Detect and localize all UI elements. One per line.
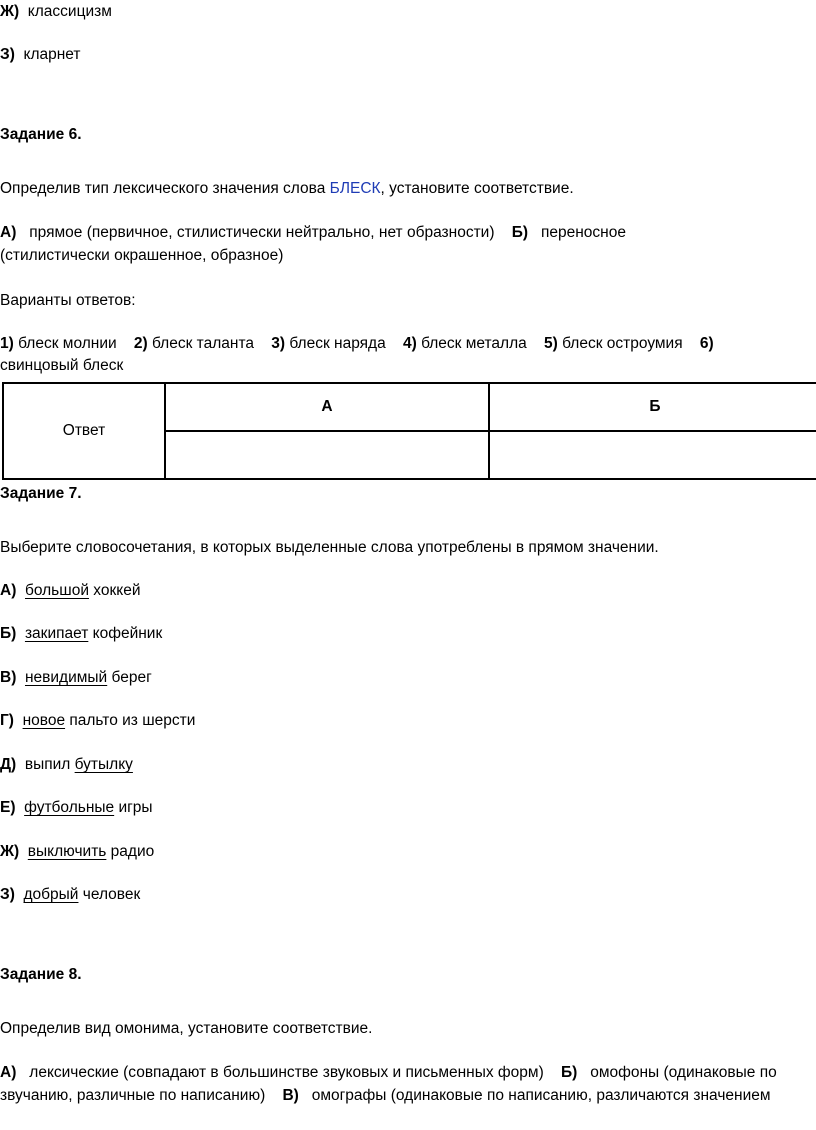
variants-line1	[0, 333, 714, 355]
option-text: переносное	[540, 224, 626, 241]
answer-col-header-a: А	[165, 383, 489, 431]
option-text: прямое (первичное, стилистически нейтрально, нет образности)	[29, 224, 495, 241]
task7-item	[0, 623, 162, 645]
item-letter: З)	[0, 886, 15, 903]
task7-item	[0, 580, 141, 602]
task7-instruction	[0, 537, 659, 559]
underlined-word: закипает	[24, 625, 89, 642]
item-post: радио	[106, 843, 155, 860]
variant-num: 4)	[402, 335, 417, 352]
underlined-word: выключить	[27, 843, 107, 860]
variant-text: блеск молнии	[18, 335, 117, 352]
item-letter: Ж)	[0, 843, 20, 860]
underlined-word: бутылку	[74, 756, 133, 773]
option-text: омографы (одинаковые по написанию, различаются значением	[311, 1087, 771, 1104]
item-letter: Г)	[0, 712, 14, 729]
underlined-word: невидимый	[24, 669, 108, 686]
option-letter: Б)	[560, 1064, 578, 1081]
keyword: БЛЕСК	[329, 180, 381, 197]
task7-item	[0, 754, 133, 776]
answer-col-header-b: Б	[489, 383, 816, 431]
answer-cell-a[interactable]	[165, 431, 489, 479]
task7-item	[0, 710, 195, 732]
task6-title	[0, 124, 82, 146]
option-letter: Б)	[511, 224, 529, 241]
item-letter: Б)	[0, 625, 17, 642]
item-letter: Ж)	[0, 3, 20, 20]
instruction-text: Выберите словосочетания, в которых выделенные слова употреблены в прямом значении.	[0, 539, 659, 556]
underlined-word: добрый	[23, 886, 79, 903]
instruction-text: Определив вид омонима, установите соответствие.	[0, 1020, 373, 1037]
item-post: человек	[78, 886, 141, 903]
answer-cell-b[interactable]	[489, 431, 816, 479]
item-letter: В)	[0, 669, 17, 686]
option-letter: В)	[282, 1087, 299, 1104]
option-text: омофоны (одинаковые по	[590, 1064, 777, 1081]
variant-num: 3)	[271, 335, 286, 352]
instruction-text: Определив тип лексического значения слова	[0, 180, 326, 197]
underlined-word: большой	[24, 582, 89, 599]
item-post: хоккей	[88, 582, 141, 599]
item-post: кофейник	[88, 625, 163, 642]
underlined-word: футбольные	[24, 799, 115, 816]
option-text: лексические (совпадают в большинстве звуковых и письменных форм)	[29, 1064, 544, 1081]
variant-num: 1)	[0, 335, 14, 352]
option-letter: А)	[0, 224, 17, 241]
prev-item-z	[0, 44, 81, 66]
instruction-text: , установите соответствие.	[380, 180, 574, 197]
variant-text: блеск металла	[421, 335, 527, 352]
item-letter: А)	[0, 582, 17, 599]
item-post: игры	[114, 799, 153, 816]
task7-title	[0, 483, 82, 505]
option-text: звучанию, различные по написанию)	[0, 1087, 266, 1104]
variant-num: 2)	[133, 335, 148, 352]
item-letter: З)	[0, 46, 15, 63]
item-text: кларнет	[23, 46, 81, 63]
underlined-word: новое	[22, 712, 66, 729]
task7-item	[0, 841, 154, 863]
answer-row-label: Ответ	[3, 383, 165, 479]
variant-text: блеск остроумия	[562, 335, 683, 352]
variants-label-text: Варианты ответов:	[0, 292, 136, 309]
item-post: пальто из шерсти	[65, 712, 196, 729]
task-title-text: Задание 6.	[0, 126, 82, 143]
item-post: берег	[107, 669, 152, 686]
option-letter: А)	[0, 1064, 17, 1081]
task-title-text: Задание 7.	[0, 485, 82, 502]
variant-text: свинцовый блеск	[0, 357, 124, 374]
task7-item	[0, 797, 153, 819]
task7-item	[0, 884, 140, 906]
item-text: классицизм	[27, 3, 112, 20]
variant-text: блеск наряда	[289, 335, 386, 352]
task8-instruction	[0, 1018, 372, 1040]
variant-text: блеск таланта	[152, 335, 254, 352]
task7-item	[0, 667, 152, 689]
variant-num: 6)	[699, 335, 714, 352]
task6-options-line2	[0, 245, 283, 267]
task6-instruction	[0, 178, 574, 200]
task8-options-line1	[0, 1062, 777, 1084]
item-pre: выпил	[24, 756, 75, 773]
task-title-text: Задание 8.	[0, 966, 82, 983]
task6-options-line1	[0, 222, 626, 244]
option-text: (стилистически окрашенное, образное)	[0, 247, 284, 264]
variant-num: 5)	[544, 335, 558, 352]
task8-title	[0, 964, 82, 986]
task8-options-line2	[0, 1085, 771, 1107]
variants-label	[0, 290, 136, 312]
item-letter: Д)	[0, 756, 17, 773]
answer-table	[2, 382, 816, 480]
prev-item-zh	[0, 1, 112, 23]
variants-line2	[0, 355, 123, 377]
item-letter: Е)	[0, 799, 16, 816]
